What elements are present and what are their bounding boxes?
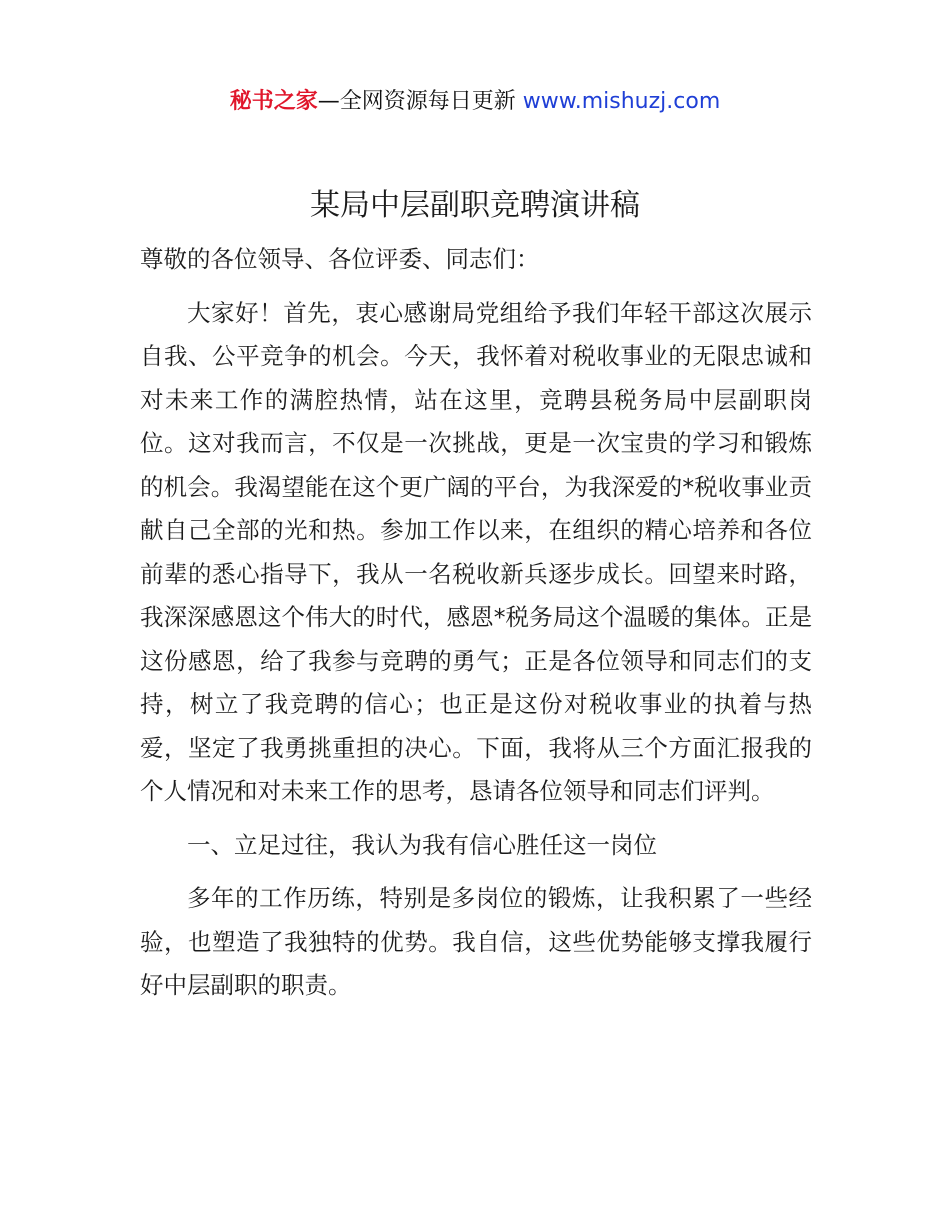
paragraph-intro: 大家好！首先，衷心感谢局党组给予我们年轻干部这次展示自我、公平竞争的机会。今天，我怀着对税收事业的无限忠诚和对未来工作的满腔热情，站在这里，竞聘县税务局中层副职岗位。这对我而言，不仅是一次挑战，更是一次宝贵的学习和锻炼的机会。我渴望能在这个更广阔的平台，为我深爱的*税收事业贡献自己全部的光和热。参加工作以来，在组织的精心培养和各位前辈的悉心指导下，我从一名税收新兵逐步成长。回望来时路，我深深感恩这个伟大的时代，感恩*税务局这个温暖的集体。正是这份感恩，给了我参与竞聘的勇气；正是各位领导和同志们的支持，树立了我竞聘的信心；也正是这份对税收事业的执着与热爱，坚定了我勇挑重担的决心。下面，我将从三个方面汇报我的个人情况和对未来工作的思考，恳请各位领导和同志们评判。: [140, 298, 812, 805]
document-body: [140, 238, 812, 1018]
section-heading-1: 一、立足过往，我认为我有信心胜任这一岗位: [187, 830, 657, 859]
document-title: 某局中层副职竞聘演讲稿: [310, 188, 640, 223]
salutation: 尊敬的各位领导、各位评委、同志们：: [140, 245, 540, 273]
site-url-link[interactable]: www.mishuzj.com: [522, 89, 721, 114]
site-banner: [0, 86, 950, 118]
paragraph-section-1: 多年的工作历练，特别是多岗位的锻炼，让我积累了一些经验，也塑造了我独特的优势。我自信，这些优势能够支撑我履行好中层副职的职责。: [140, 884, 812, 999]
brand-name: 秘书之家: [229, 89, 318, 114]
banner-tagline: —全网资源每日更新: [317, 89, 523, 114]
